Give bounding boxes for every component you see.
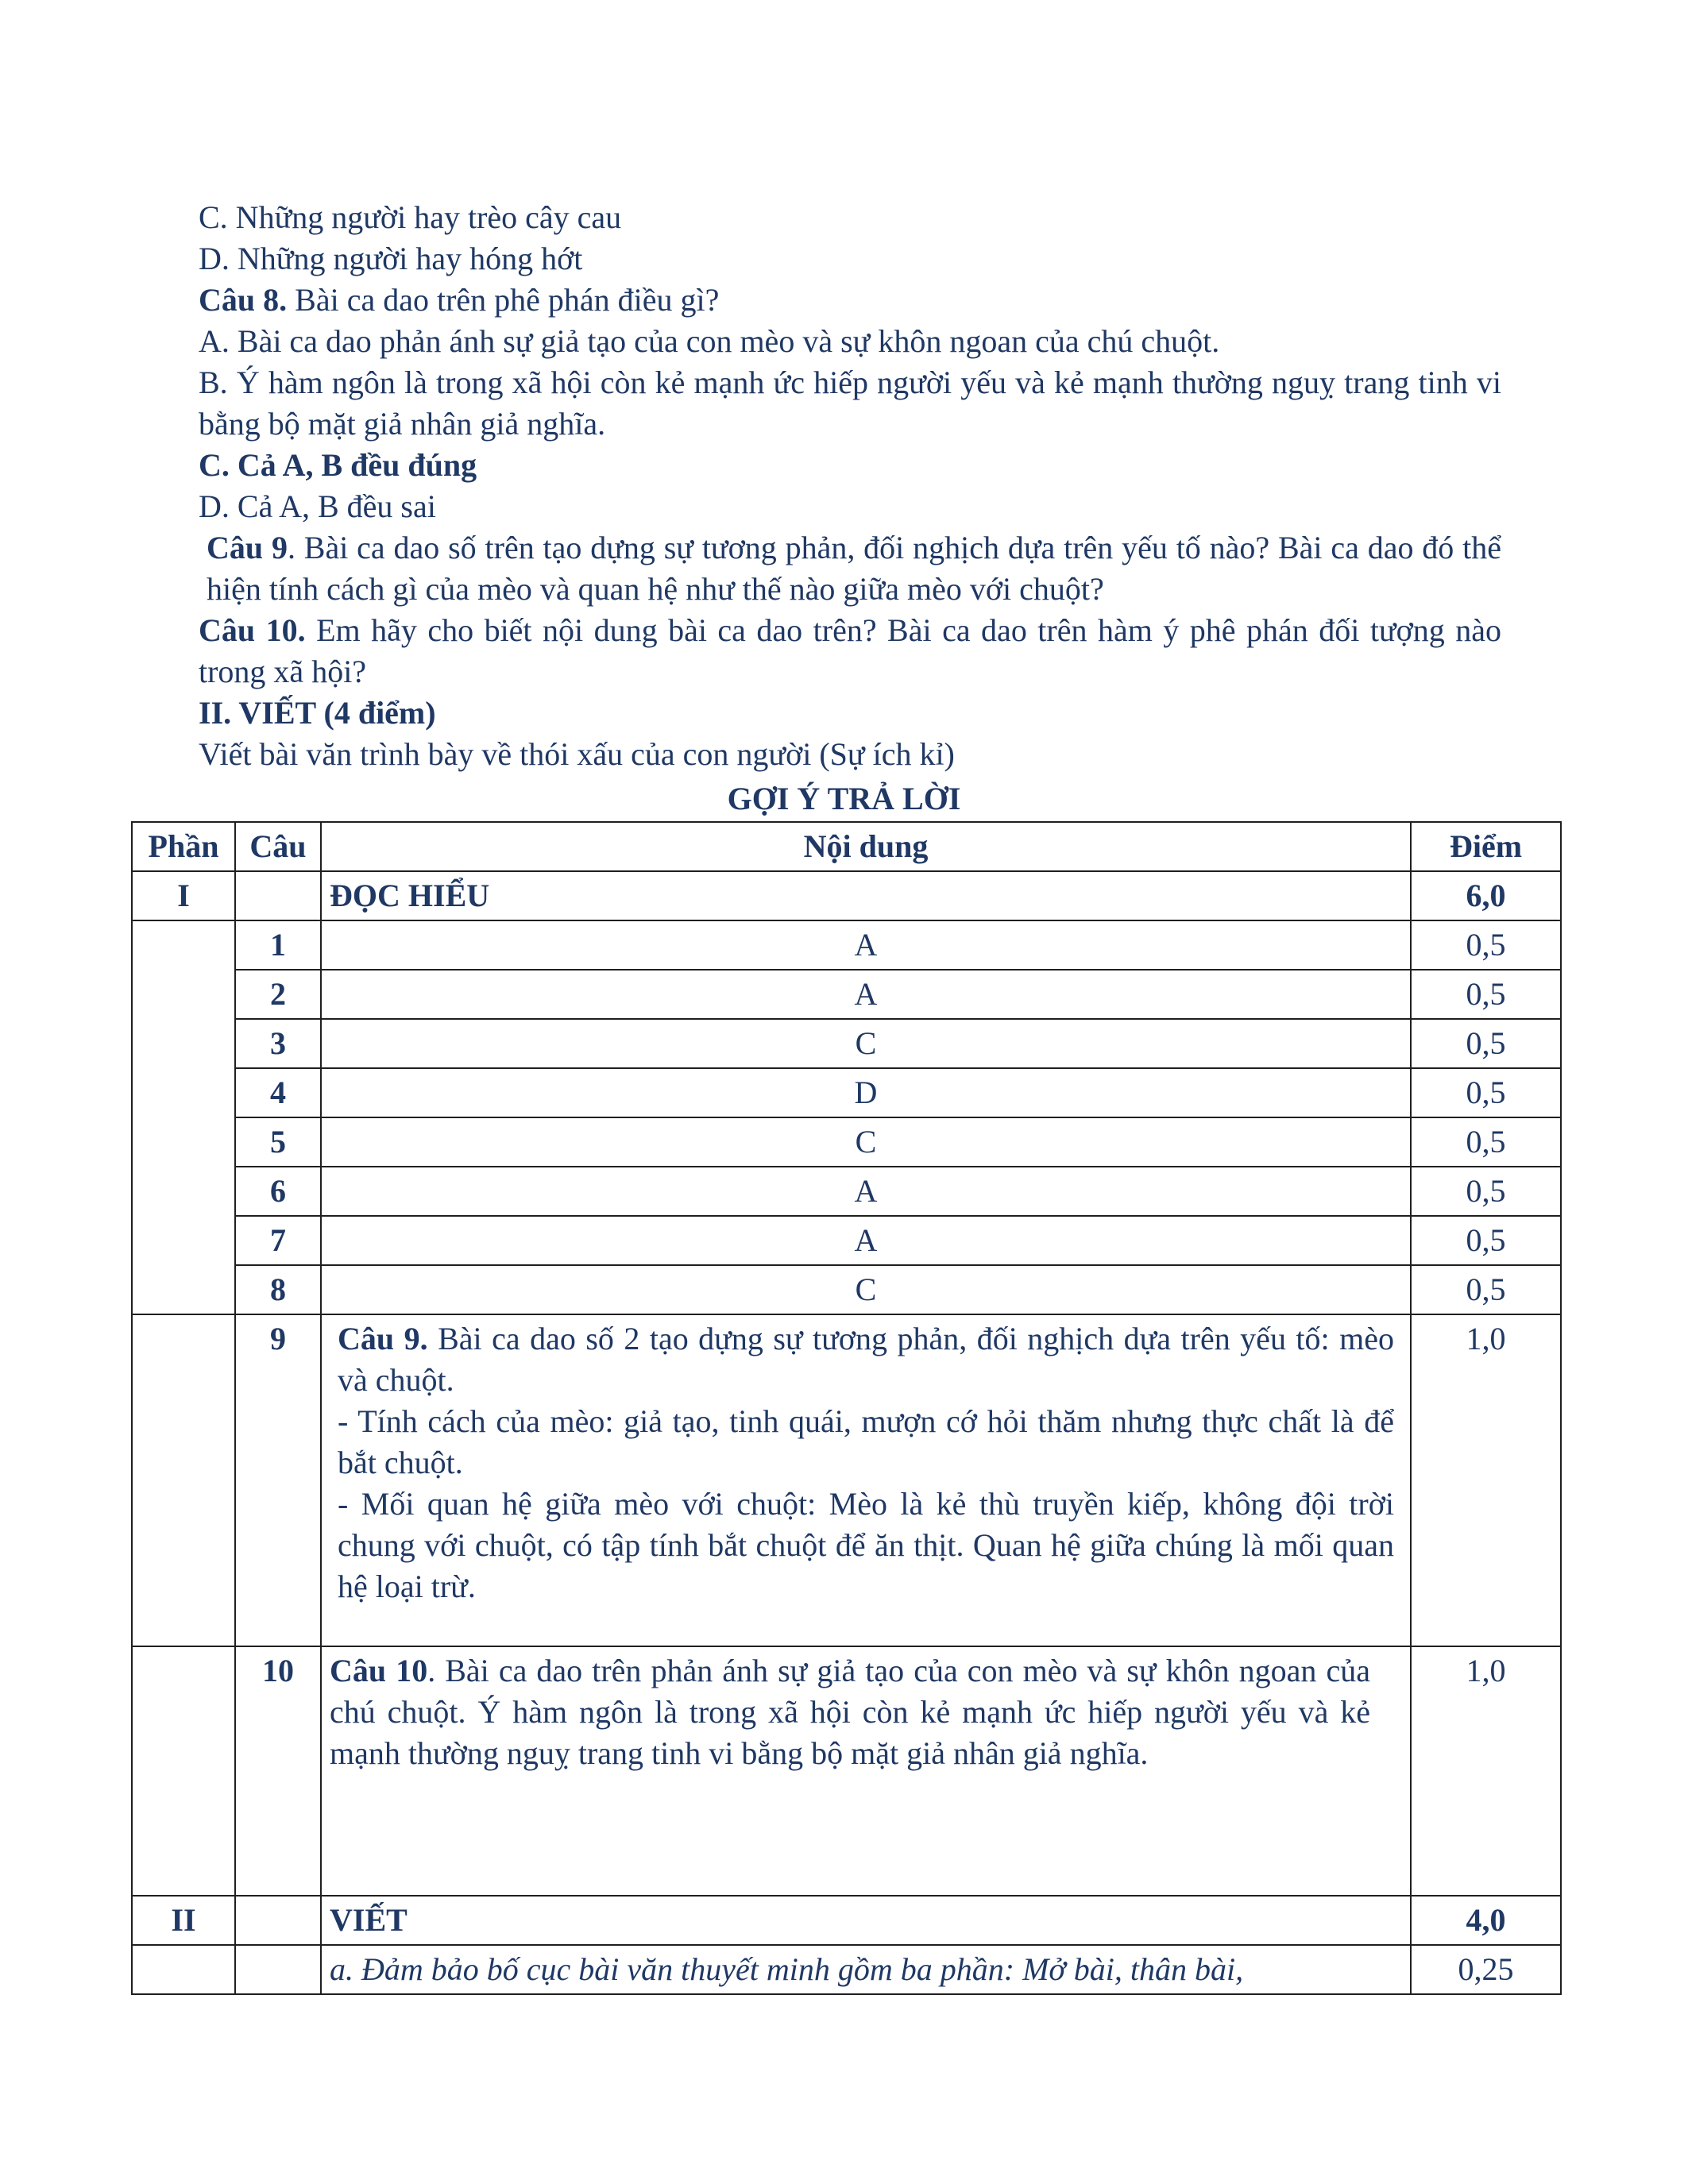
- answer-9-text: Bài ca dao số 2 tạo dựng sự tương phản, đối nghịch dựa trên yếu tố: mèo và chuột.: [338, 1321, 1394, 1398]
- answer-letter: C: [321, 1265, 1411, 1314]
- question-8: [199, 280, 1501, 321]
- question-number: 1: [235, 920, 321, 970]
- answer-score: 0,5: [1411, 1117, 1561, 1167]
- table-row: [132, 1265, 1561, 1314]
- question-9-label: Câu 9: [207, 530, 288, 565]
- answer-score: 1,0: [1411, 1314, 1561, 1646]
- section-1-score: 6,0: [1411, 871, 1561, 920]
- question-number: 6: [235, 1167, 321, 1216]
- answer-score: 1,0: [1411, 1646, 1561, 1896]
- part-cell-empty: [132, 920, 235, 1314]
- q8-option-c: C. Cả A, B đều đúng: [199, 447, 477, 483]
- question-8-text: Bài ca dao trên phê phán điều gì?: [287, 282, 720, 318]
- answer-letter: A: [321, 1167, 1411, 1216]
- question-9: [199, 527, 1501, 610]
- question-number: 2: [235, 970, 321, 1019]
- answer-letter: C: [321, 1117, 1411, 1167]
- table-row: [132, 1216, 1561, 1265]
- q8-option-a: A. Bài ca dao phản ánh sự giả tạo của con mèo và sự khôn ngoan của chú chuột.: [199, 323, 1220, 359]
- section-2-row: [132, 1896, 1561, 1945]
- answer-9-label: Câu 9.: [338, 1321, 428, 1356]
- answer-score: 0,5: [1411, 1216, 1561, 1265]
- question-text-block: [199, 197, 1501, 775]
- row-question-9: [132, 1314, 1561, 1646]
- answer-score: 0,5: [1411, 920, 1561, 970]
- answer-letter: D: [321, 1068, 1411, 1117]
- section-1-row: [132, 871, 1561, 920]
- answer-letter: A: [321, 1216, 1411, 1265]
- table-row: [132, 1945, 1561, 1994]
- answer-title: GỢI Ý TRẢ LỜI: [727, 781, 961, 816]
- question-10: [199, 610, 1501, 693]
- answer-score: 0,25: [1411, 1945, 1561, 1994]
- table-row: [132, 1019, 1561, 1068]
- answer-10-label: Câu 10: [330, 1653, 428, 1688]
- section-2-part: II: [132, 1896, 235, 1945]
- section-1-title: ĐỌC HIỂU: [321, 871, 1411, 920]
- question-number: 10: [235, 1646, 321, 1896]
- header-score: Điểm: [1411, 822, 1561, 871]
- row-question-10: [132, 1646, 1561, 1896]
- part-cell-empty: [132, 1945, 235, 1994]
- answer-score: 0,5: [1411, 1068, 1561, 1117]
- section-1-empty: [235, 871, 321, 920]
- option-d: D. Những người hay hóng hớt: [199, 241, 583, 276]
- table-row: [132, 970, 1561, 1019]
- answer-score: 0,5: [1411, 970, 1561, 1019]
- answer-score: 0,5: [1411, 1265, 1561, 1314]
- part-cell-empty: [132, 1646, 235, 1896]
- answer-table: [131, 821, 1562, 1995]
- question-number: 4: [235, 1068, 321, 1117]
- section-2-empty: [235, 1896, 321, 1945]
- header-content: Nội dung: [321, 822, 1411, 871]
- answer-letter: C: [321, 1019, 1411, 1068]
- answer-letter: A: [321, 920, 1411, 970]
- question-number: 5: [235, 1117, 321, 1167]
- section-1-part: I: [132, 871, 235, 920]
- answer-letter: A: [321, 970, 1411, 1019]
- header-part: Phần: [132, 822, 235, 871]
- question-number: 8: [235, 1265, 321, 1314]
- question-number: 7: [235, 1216, 321, 1265]
- part-2-heading: II. VIẾT (4 điểm): [199, 695, 436, 731]
- part-2-prompt: Viết bài văn trình bày về thói xấu của con người (Sự ích kỉ): [199, 736, 955, 772]
- question-10-text: Em hãy cho biết nội dung bài ca dao trên? Bài ca dao trên hàm ý phê phán đối tượng nào trong xã hội?: [199, 612, 1501, 689]
- answer-9-paragraph-2: - Tính cách của mèo: giả tạo, tinh quái, mượn cớ hỏi thăm nhưng thực chất là để bắt chuột.: [338, 1403, 1394, 1480]
- q8-option-d: D. Cả A, B đều sai: [199, 488, 436, 524]
- question-number: 9: [235, 1314, 321, 1646]
- question-9-text: . Bài ca dao số trên tạo dựng sự tương phản, đối nghịch dựa trên yếu tố nào? Bài ca dao đó thể hiện tính cách gì của mèo và quan hệ như thế nào giữa mèo với chuột?: [207, 530, 1501, 607]
- q8-option-b: B. Ý hàm ngôn là trong xã hội còn kẻ mạnh ức hiếp người yếu và kẻ mạnh thường nguỵ trang tinh vi bằng bộ mặt giả nhân giả nghĩa.: [199, 365, 1501, 442]
- question-number: 3: [235, 1019, 321, 1068]
- answer-9-paragraph-3: - Mối quan hệ giữa mèo với chuột: Mèo là kẻ thù truyền kiếp, không đội trời chung với chuột, có tập tính bắt chuột để ăn thịt. Quan hệ giữa chúng là mối quan hệ loại trừ.: [338, 1486, 1394, 1604]
- question-8-label: Câu 8.: [199, 282, 288, 318]
- table-row: [132, 1068, 1561, 1117]
- answer-score: 0,5: [1411, 1019, 1561, 1068]
- answer-score: 0,5: [1411, 1167, 1561, 1216]
- table-row: [132, 1167, 1561, 1216]
- section-2-title: VIẾT: [321, 1896, 1411, 1945]
- section-2-score: 4,0: [1411, 1896, 1561, 1945]
- answer-content-9: [321, 1314, 1411, 1646]
- table-row: [132, 1117, 1561, 1167]
- question-10-label: Câu 10.: [199, 612, 306, 648]
- option-c: C. Những người hay trèo cây cau: [199, 199, 622, 235]
- table-header-row: [132, 822, 1561, 871]
- answer-10-text: . Bài ca dao trên phản ánh sự giả tạo của con mèo và sự khôn ngoan của chú chuột. Ý hàm ngôn là trong xã hội còn kẻ mạnh ức hiếp người yếu và kẻ mạnh thường nguỵ trang tinh vi bằng bộ mặt giả nhân giả nghĩa.: [330, 1653, 1370, 1771]
- answer-9-paragraph-1: [338, 1318, 1394, 1401]
- question-cell-empty: [235, 1945, 321, 1994]
- writing-criteria-a: a. Đảm bảo bố cục bài văn thuyết minh gồm ba phần: Mở bài, thân bài,: [321, 1945, 1411, 1994]
- answer-content-10: [321, 1646, 1411, 1896]
- part-cell-empty: [132, 1314, 235, 1646]
- table-row: [132, 920, 1561, 970]
- header-question: Câu: [235, 822, 321, 871]
